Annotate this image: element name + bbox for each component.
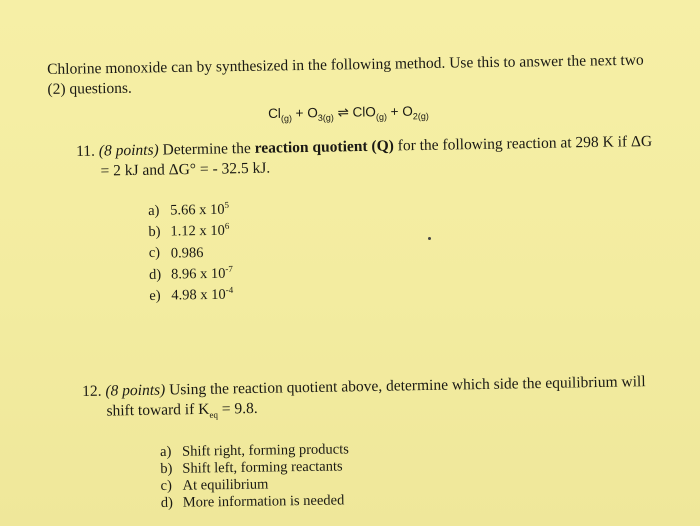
option-letter: c) <box>160 477 172 494</box>
question-11-text-b: for the following reaction at 298 K if ΔG <box>393 132 653 155</box>
question-12-text-c: = 9.8. <box>217 399 258 418</box>
question-11-line-2: = 2 kJ and ΔG° = - 32.5 kJ. <box>100 159 271 180</box>
option-text: At equilibrium <box>182 476 269 494</box>
option-value: 8.96 x 10 <box>170 265 226 283</box>
option-11-e[interactable] <box>149 282 233 304</box>
product-o2-subscript: 2(g) <box>412 111 429 122</box>
option-text: Shift right, forming products <box>181 441 349 460</box>
option-11-b[interactable] <box>148 218 232 240</box>
option-letter: b) <box>160 460 173 477</box>
question-11-options <box>148 197 233 305</box>
question-12-options <box>160 441 350 512</box>
option-11-a[interactable] <box>148 197 232 219</box>
intro-line-1: Chlorine monoxide can by synthesized in the following method. Use this to answer the next two <box>47 51 644 78</box>
question-11-points: (8 points) <box>98 141 159 160</box>
question-12 <box>82 372 646 427</box>
reaction-equation <box>268 103 429 123</box>
option-11-c[interactable] <box>149 239 233 261</box>
reactant-o3: O <box>307 105 318 121</box>
product-o2: O <box>402 103 413 119</box>
plus-sign-2: + <box>386 103 403 120</box>
keq-subscript: eq <box>209 409 219 420</box>
option-value: 1.12 x 10 <box>170 223 225 240</box>
question-11-text-a: Determine the <box>158 139 255 159</box>
plus-sign-1: + <box>291 105 308 121</box>
option-letter: c) <box>148 245 161 262</box>
intro-line-2: (2) questions. <box>47 79 132 98</box>
option-text: More information is needed <box>182 492 345 511</box>
option-letter: d) <box>160 494 174 511</box>
reactant-cl-state: (g) <box>280 113 293 124</box>
option-letter: e) <box>149 287 161 305</box>
option-12-b[interactable] <box>160 458 349 478</box>
option-letter: b) <box>148 223 161 241</box>
option-exponent: 6 <box>224 221 230 232</box>
option-text: Shift left, forming reactants <box>182 458 343 477</box>
option-letter: a) <box>148 202 160 219</box>
question-12-text-b: shift toward if K <box>106 400 210 420</box>
question-12-points: (8 points) <box>105 381 166 400</box>
option-12-d[interactable] <box>161 492 350 512</box>
question-11-bold-term: reaction quotient (Q) <box>254 137 394 157</box>
option-letter: d) <box>148 266 162 283</box>
option-value: 5.66 x 10 <box>170 201 225 219</box>
option-letter: a) <box>160 443 172 460</box>
question-11-number: 11. <box>76 142 99 160</box>
reactant-cl: Cl <box>268 105 281 121</box>
option-value: 0.986 <box>170 244 204 262</box>
option-value: 4.98 x 10 <box>171 287 226 304</box>
question-12-text-a: Using the reaction quotient above, determine which side the equilibrium will <box>165 373 646 399</box>
equilibrium-arrow: ⇌ <box>333 104 353 120</box>
option-exponent: -7 <box>225 263 233 274</box>
product-clo: ClO <box>352 104 376 120</box>
intro-paragraph <box>47 51 644 100</box>
option-exponent: 5 <box>224 199 230 210</box>
question-12-number: 12. <box>82 382 106 400</box>
question-11 <box>76 132 653 182</box>
stray-mark <box>428 237 431 240</box>
option-11-d[interactable] <box>149 261 233 283</box>
option-exponent: -4 <box>225 285 234 296</box>
product-clo-state: (g) <box>375 111 388 122</box>
reactant-o3-subscript: 3(g) <box>317 112 334 123</box>
